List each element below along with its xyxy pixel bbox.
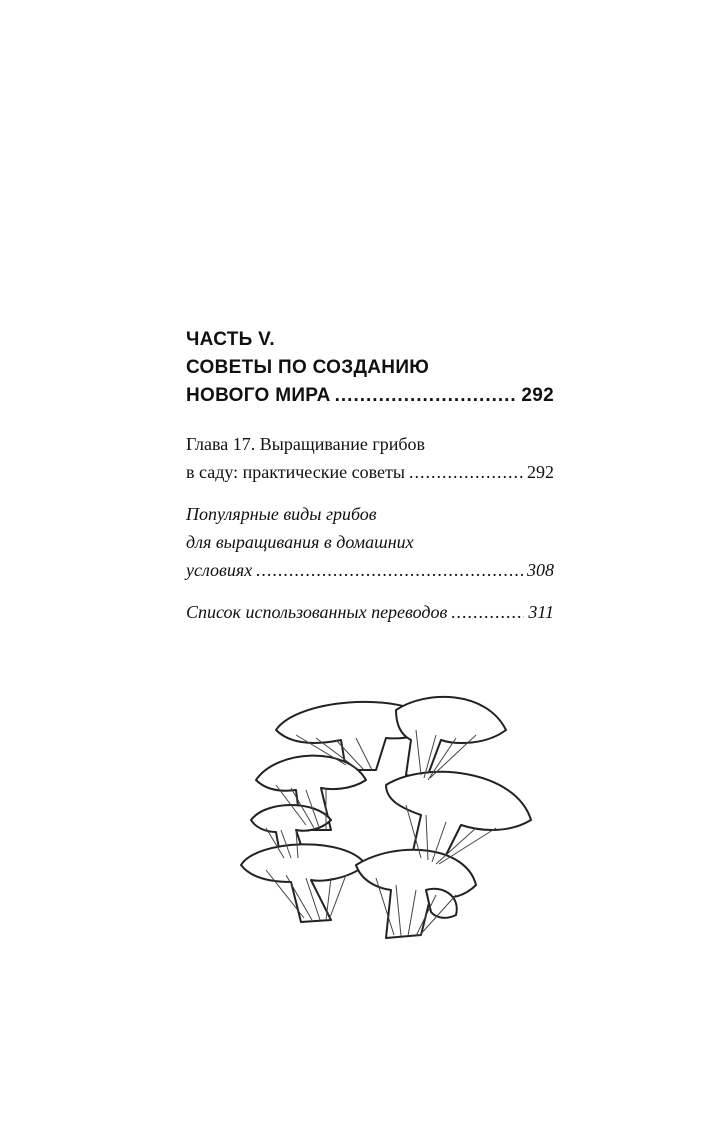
section-title-entry (186, 556, 554, 584)
chapter-entry[interactable] (186, 430, 554, 486)
section-title-line: Популярные виды грибов (186, 504, 377, 524)
dot-leader (451, 598, 524, 626)
page-number: 311 (528, 602, 554, 622)
section-title-line-last: условиях (186, 560, 253, 580)
dot-leader (335, 382, 518, 410)
part-number: ЧАСТЬ V. (186, 329, 275, 350)
part-title-line-last: НОВОГО МИРА (186, 385, 331, 406)
page-number: 292 (527, 462, 554, 482)
section-title-line: для выращивания в домашних (186, 532, 414, 552)
section-title-line: Список использованных переводов (186, 602, 448, 622)
chapter-title-entry (186, 458, 554, 486)
chapter-title-line-last: в саду: практические советы (186, 462, 405, 482)
section-entry-popular[interactable] (186, 500, 554, 584)
part-title-line: СОВЕТЫ ПО СОЗДАНИЮ (186, 357, 430, 378)
table-of-contents (186, 326, 554, 626)
section-title-entry (186, 598, 554, 626)
page-number: 308 (527, 560, 554, 580)
page-number: 292 (521, 385, 554, 406)
part-title-entry (186, 382, 554, 410)
dot-leader (256, 556, 523, 584)
dot-leader (409, 458, 523, 486)
oyster-mushrooms-illustration-icon (236, 690, 536, 950)
section-entry-translations[interactable] (186, 598, 554, 626)
chapter-title-line: Глава 17. Выращивание грибов (186, 434, 426, 454)
part-heading[interactable] (186, 326, 554, 410)
